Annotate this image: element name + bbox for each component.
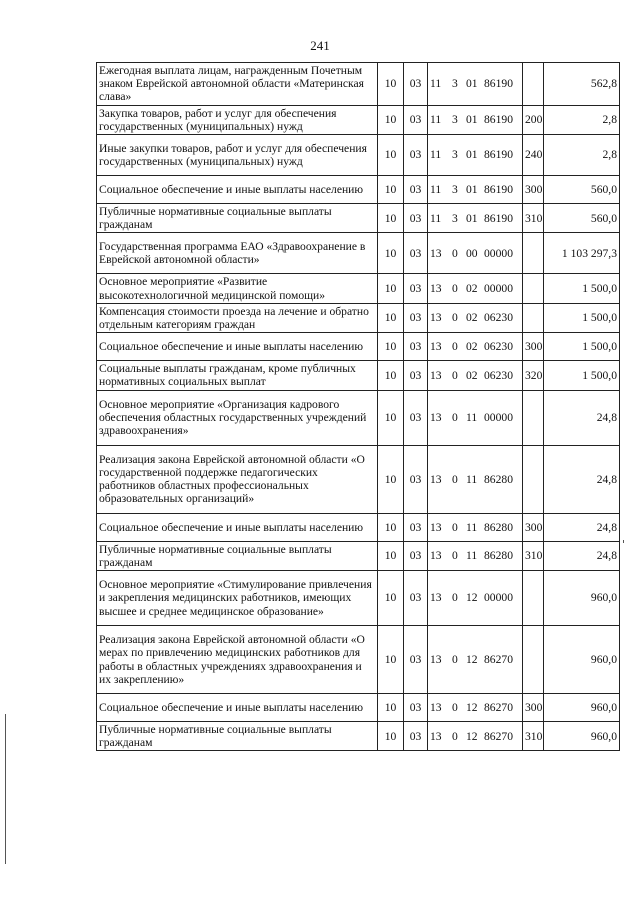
target-article-code-part: 11 bbox=[430, 211, 442, 225]
target-article-code-part: 12 bbox=[466, 729, 478, 743]
section-code-cell: 10 bbox=[378, 541, 404, 570]
section-code-cell: 10 bbox=[378, 105, 404, 134]
target-article-code-part: 86270 bbox=[484, 729, 513, 743]
amount-cell: 560,0 bbox=[544, 204, 620, 233]
expense-type-code-cell: 310 bbox=[523, 204, 544, 233]
target-article-code-part: 3 bbox=[452, 113, 458, 127]
table-row bbox=[97, 694, 620, 722]
target-article-code-part: 00 bbox=[466, 246, 478, 260]
table-row bbox=[97, 361, 620, 390]
target-article-code-part: 86280 bbox=[484, 549, 513, 563]
table-row bbox=[97, 541, 620, 570]
target-article-code-part: 86280 bbox=[484, 472, 513, 486]
section-code-cell: 10 bbox=[378, 571, 404, 626]
section-code-cell: 10 bbox=[378, 722, 404, 751]
item-name-cell: Социальное обеспечение и иные выплаты населению bbox=[97, 176, 378, 204]
expense-type-code-cell bbox=[523, 445, 544, 513]
target-article-code-part: 0 bbox=[452, 472, 458, 486]
target-article-code-part: 02 bbox=[466, 282, 478, 296]
target-article-code-part: 02 bbox=[466, 311, 478, 325]
item-name-cell: Иные закупки товаров, работ и услуг для обеспечения государственных (муниципальных) нужд bbox=[97, 135, 378, 176]
target-article-code-cell bbox=[428, 333, 523, 361]
target-article-code-part: 13 bbox=[430, 311, 442, 325]
target-article-code-cell bbox=[428, 274, 523, 303]
target-article-code-cell bbox=[428, 390, 523, 445]
target-article-code-cell bbox=[428, 233, 523, 274]
item-name-cell: Основное мероприятие «Развитие высокотехнологичной медицинской помощи» bbox=[97, 274, 378, 303]
target-article-code-cell bbox=[428, 626, 523, 694]
item-name-cell: Ежегодная выплата лицам, награжденным Почетным знаком Еврейской автономной области «Материнская слава» bbox=[97, 63, 378, 106]
target-article-code-cell bbox=[428, 105, 523, 134]
scan-mark-right bbox=[623, 540, 624, 543]
amount-cell: 24,8 bbox=[544, 513, 620, 541]
expense-type-code-cell: 300 bbox=[523, 176, 544, 204]
section-code-cell: 10 bbox=[378, 63, 404, 106]
section-code-cell: 10 bbox=[378, 626, 404, 694]
amount-cell: 1 500,0 bbox=[544, 361, 620, 390]
target-article-code-part: 3 bbox=[452, 182, 458, 196]
target-article-code-part: 86190 bbox=[484, 211, 513, 225]
scan-mark-left bbox=[5, 714, 6, 864]
subsection-code-cell: 03 bbox=[404, 513, 428, 541]
target-article-code-part: 01 bbox=[466, 182, 478, 196]
table-row bbox=[97, 390, 620, 445]
target-article-code-cell bbox=[428, 513, 523, 541]
target-article-code-part: 13 bbox=[430, 729, 442, 743]
table-row bbox=[97, 333, 620, 361]
table-row bbox=[97, 303, 620, 332]
target-article-code-part: 11 bbox=[466, 411, 478, 425]
target-article-code-part: 0 bbox=[452, 340, 458, 354]
subsection-code-cell: 03 bbox=[404, 135, 428, 176]
amount-cell: 562,8 bbox=[544, 63, 620, 106]
table-row bbox=[97, 135, 620, 176]
amount-cell: 1 500,0 bbox=[544, 274, 620, 303]
target-article-code-part: 0 bbox=[452, 549, 458, 563]
target-article-code-part: 0 bbox=[452, 729, 458, 743]
item-name-cell: Социальное обеспечение и иные выплаты населению bbox=[97, 333, 378, 361]
item-name-cell: Государственная программа ЕАО «Здравоохранение в Еврейской автономной области» bbox=[97, 233, 378, 274]
target-article-code-part: 0 bbox=[452, 591, 458, 605]
target-article-code-part: 11 bbox=[430, 77, 442, 91]
expense-type-code-cell bbox=[523, 571, 544, 626]
target-article-code-part: 13 bbox=[430, 652, 442, 666]
target-article-code-part: 86270 bbox=[484, 700, 513, 714]
target-article-code-part: 86190 bbox=[484, 113, 513, 127]
target-article-code-part: 3 bbox=[452, 77, 458, 91]
amount-cell: 1 103 297,3 bbox=[544, 233, 620, 274]
target-article-code-part: 13 bbox=[430, 520, 442, 534]
section-code-cell: 10 bbox=[378, 204, 404, 233]
target-article-code-cell bbox=[428, 176, 523, 204]
target-article-code-part: 0 bbox=[452, 411, 458, 425]
target-article-code-part: 11 bbox=[430, 113, 442, 127]
amount-cell: 2,8 bbox=[544, 135, 620, 176]
target-article-code-part: 0 bbox=[452, 282, 458, 296]
target-article-code-part: 00000 bbox=[484, 411, 513, 425]
target-article-code-part: 11 bbox=[466, 549, 478, 563]
table-row bbox=[97, 445, 620, 513]
expense-type-code-cell: 320 bbox=[523, 361, 544, 390]
target-article-code-cell bbox=[428, 722, 523, 751]
subsection-code-cell: 03 bbox=[404, 571, 428, 626]
table-row bbox=[97, 105, 620, 134]
target-article-code-cell bbox=[428, 694, 523, 722]
target-article-code-part: 0 bbox=[452, 311, 458, 325]
item-name-cell: Основное мероприятие «Организация кадрового обеспечения областных государственных учреждений здравоохранения» bbox=[97, 390, 378, 445]
amount-cell: 1 500,0 bbox=[544, 333, 620, 361]
target-article-code-part: 0 bbox=[452, 652, 458, 666]
target-article-code-part: 11 bbox=[466, 520, 478, 534]
expense-type-code-cell: 200 bbox=[523, 105, 544, 134]
subsection-code-cell: 03 bbox=[404, 694, 428, 722]
target-article-code-cell bbox=[428, 135, 523, 176]
target-article-code-part: 13 bbox=[430, 368, 442, 382]
table-row bbox=[97, 274, 620, 303]
item-name-cell: Закупка товаров, работ и услуг для обеспечения государственных (муниципальных) нужд bbox=[97, 105, 378, 134]
expense-type-code-cell bbox=[523, 274, 544, 303]
table-row bbox=[97, 233, 620, 274]
amount-cell: 2,8 bbox=[544, 105, 620, 134]
amount-cell: 560,0 bbox=[544, 176, 620, 204]
target-article-code-part: 13 bbox=[430, 411, 442, 425]
subsection-code-cell: 03 bbox=[404, 233, 428, 274]
expense-type-code-cell: 240 bbox=[523, 135, 544, 176]
target-article-code-part: 86190 bbox=[484, 148, 513, 162]
section-code-cell: 10 bbox=[378, 333, 404, 361]
target-article-code-cell bbox=[428, 361, 523, 390]
target-article-code-part: 02 bbox=[466, 368, 478, 382]
expense-type-code-cell bbox=[523, 390, 544, 445]
target-article-code-part: 13 bbox=[430, 340, 442, 354]
target-article-code-cell bbox=[428, 204, 523, 233]
amount-cell: 24,8 bbox=[544, 541, 620, 570]
target-article-code-part: 0 bbox=[452, 520, 458, 534]
target-article-code-cell bbox=[428, 303, 523, 332]
expense-type-code-cell: 310 bbox=[523, 541, 544, 570]
item-name-cell: Публичные нормативные социальные выплаты гражданам bbox=[97, 541, 378, 570]
target-article-code-part: 13 bbox=[430, 549, 442, 563]
target-article-code-part: 13 bbox=[430, 700, 442, 714]
item-name-cell: Компенсация стоимости проезда на лечение и обратно отдельным категориям граждан bbox=[97, 303, 378, 332]
table-row bbox=[97, 513, 620, 541]
table-row bbox=[97, 722, 620, 751]
target-article-code-part: 13 bbox=[430, 591, 442, 605]
target-article-code-part: 11 bbox=[430, 148, 442, 162]
table-row bbox=[97, 204, 620, 233]
target-article-code-part: 12 bbox=[466, 591, 478, 605]
section-code-cell: 10 bbox=[378, 361, 404, 390]
target-article-code-part: 06230 bbox=[484, 311, 513, 325]
target-article-code-part: 13 bbox=[430, 282, 442, 296]
target-article-code-part: 06230 bbox=[484, 368, 513, 382]
section-code-cell: 10 bbox=[378, 176, 404, 204]
item-name-cell: Социальное обеспечение и иные выплаты населению bbox=[97, 513, 378, 541]
target-article-code-part: 11 bbox=[430, 182, 442, 196]
expense-type-code-cell bbox=[523, 233, 544, 274]
expense-type-code-cell bbox=[523, 63, 544, 106]
subsection-code-cell: 03 bbox=[404, 63, 428, 106]
expense-type-code-cell: 310 bbox=[523, 722, 544, 751]
amount-cell: 960,0 bbox=[544, 722, 620, 751]
section-code-cell: 10 bbox=[378, 303, 404, 332]
subsection-code-cell: 03 bbox=[404, 390, 428, 445]
table-row bbox=[97, 63, 620, 106]
target-article-code-cell bbox=[428, 445, 523, 513]
subsection-code-cell: 03 bbox=[404, 176, 428, 204]
target-article-code-part: 00000 bbox=[484, 591, 513, 605]
table-row bbox=[97, 626, 620, 694]
target-article-code-part: 0 bbox=[452, 368, 458, 382]
target-article-code-part: 86190 bbox=[484, 77, 513, 91]
target-article-code-part: 11 bbox=[466, 472, 478, 486]
budget-table bbox=[96, 62, 620, 751]
target-article-code-part: 86270 bbox=[484, 652, 513, 666]
item-name-cell: Публичные нормативные социальные выплаты гражданам bbox=[97, 722, 378, 751]
subsection-code-cell: 03 bbox=[404, 626, 428, 694]
target-article-code-part: 00000 bbox=[484, 282, 513, 296]
target-article-code-part: 01 bbox=[466, 211, 478, 225]
target-article-code-part: 3 bbox=[452, 148, 458, 162]
subsection-code-cell: 03 bbox=[404, 722, 428, 751]
amount-cell: 24,8 bbox=[544, 390, 620, 445]
target-article-code-part: 12 bbox=[466, 652, 478, 666]
target-article-code-part: 3 bbox=[452, 211, 458, 225]
target-article-code-part: 0 bbox=[452, 700, 458, 714]
expense-type-code-cell: 300 bbox=[523, 513, 544, 541]
amount-cell: 960,0 bbox=[544, 694, 620, 722]
subsection-code-cell: 03 bbox=[404, 105, 428, 134]
page-number: 241 bbox=[310, 38, 330, 53]
target-article-code-part: 06230 bbox=[484, 340, 513, 354]
target-article-code-part: 12 bbox=[466, 700, 478, 714]
target-article-code-part: 86190 bbox=[484, 182, 513, 196]
subsection-code-cell: 03 bbox=[404, 303, 428, 332]
subsection-code-cell: 03 bbox=[404, 204, 428, 233]
target-article-code-part: 00000 bbox=[484, 246, 513, 260]
expense-type-code-cell bbox=[523, 626, 544, 694]
target-article-code-cell bbox=[428, 571, 523, 626]
amount-cell: 24,8 bbox=[544, 445, 620, 513]
subsection-code-cell: 03 bbox=[404, 541, 428, 570]
table-row bbox=[97, 176, 620, 204]
section-code-cell: 10 bbox=[378, 513, 404, 541]
target-article-code-cell bbox=[428, 541, 523, 570]
item-name-cell: Реализация закона Еврейской автономной области «О мерах по привлечению медицинских работников для работы в областных учреждениях здравоохранения и их закреплению» bbox=[97, 626, 378, 694]
section-code-cell: 10 bbox=[378, 694, 404, 722]
target-article-code-part: 01 bbox=[466, 113, 478, 127]
expense-type-code-cell bbox=[523, 303, 544, 332]
target-article-code-part: 13 bbox=[430, 246, 442, 260]
target-article-code-part: 02 bbox=[466, 340, 478, 354]
section-code-cell: 10 bbox=[378, 135, 404, 176]
target-article-code-part: 13 bbox=[430, 472, 442, 486]
section-code-cell: 10 bbox=[378, 445, 404, 513]
expense-type-code-cell: 300 bbox=[523, 333, 544, 361]
section-code-cell: 10 bbox=[378, 390, 404, 445]
item-name-cell: Социальные выплаты гражданам, кроме публичных нормативных социальных выплат bbox=[97, 361, 378, 390]
amount-cell: 1 500,0 bbox=[544, 303, 620, 332]
item-name-cell: Основное мероприятие «Стимулирование привлечения и закрепления медицинских работников, имеющих высшее и среднее медицинское образование» bbox=[97, 571, 378, 626]
subsection-code-cell: 03 bbox=[404, 274, 428, 303]
target-article-code-cell bbox=[428, 63, 523, 106]
section-code-cell: 10 bbox=[378, 233, 404, 274]
item-name-cell: Реализация закона Еврейской автономной области «О государственной поддержке педагогических работников областных профессиональных образовательных организаций» bbox=[97, 445, 378, 513]
subsection-code-cell: 03 bbox=[404, 361, 428, 390]
item-name-cell: Публичные нормативные социальные выплаты гражданам bbox=[97, 204, 378, 233]
target-article-code-part: 01 bbox=[466, 148, 478, 162]
budget-table-body bbox=[97, 63, 620, 751]
target-article-code-part: 01 bbox=[466, 77, 478, 91]
section-code-cell: 10 bbox=[378, 274, 404, 303]
subsection-code-cell: 03 bbox=[404, 333, 428, 361]
subsection-code-cell: 03 bbox=[404, 445, 428, 513]
table-row bbox=[97, 571, 620, 626]
amount-cell: 960,0 bbox=[544, 626, 620, 694]
target-article-code-part: 0 bbox=[452, 246, 458, 260]
amount-cell: 960,0 bbox=[544, 571, 620, 626]
target-article-code-part: 86280 bbox=[484, 520, 513, 534]
item-name-cell: Социальное обеспечение и иные выплаты населению bbox=[97, 694, 378, 722]
expense-type-code-cell: 300 bbox=[523, 694, 544, 722]
